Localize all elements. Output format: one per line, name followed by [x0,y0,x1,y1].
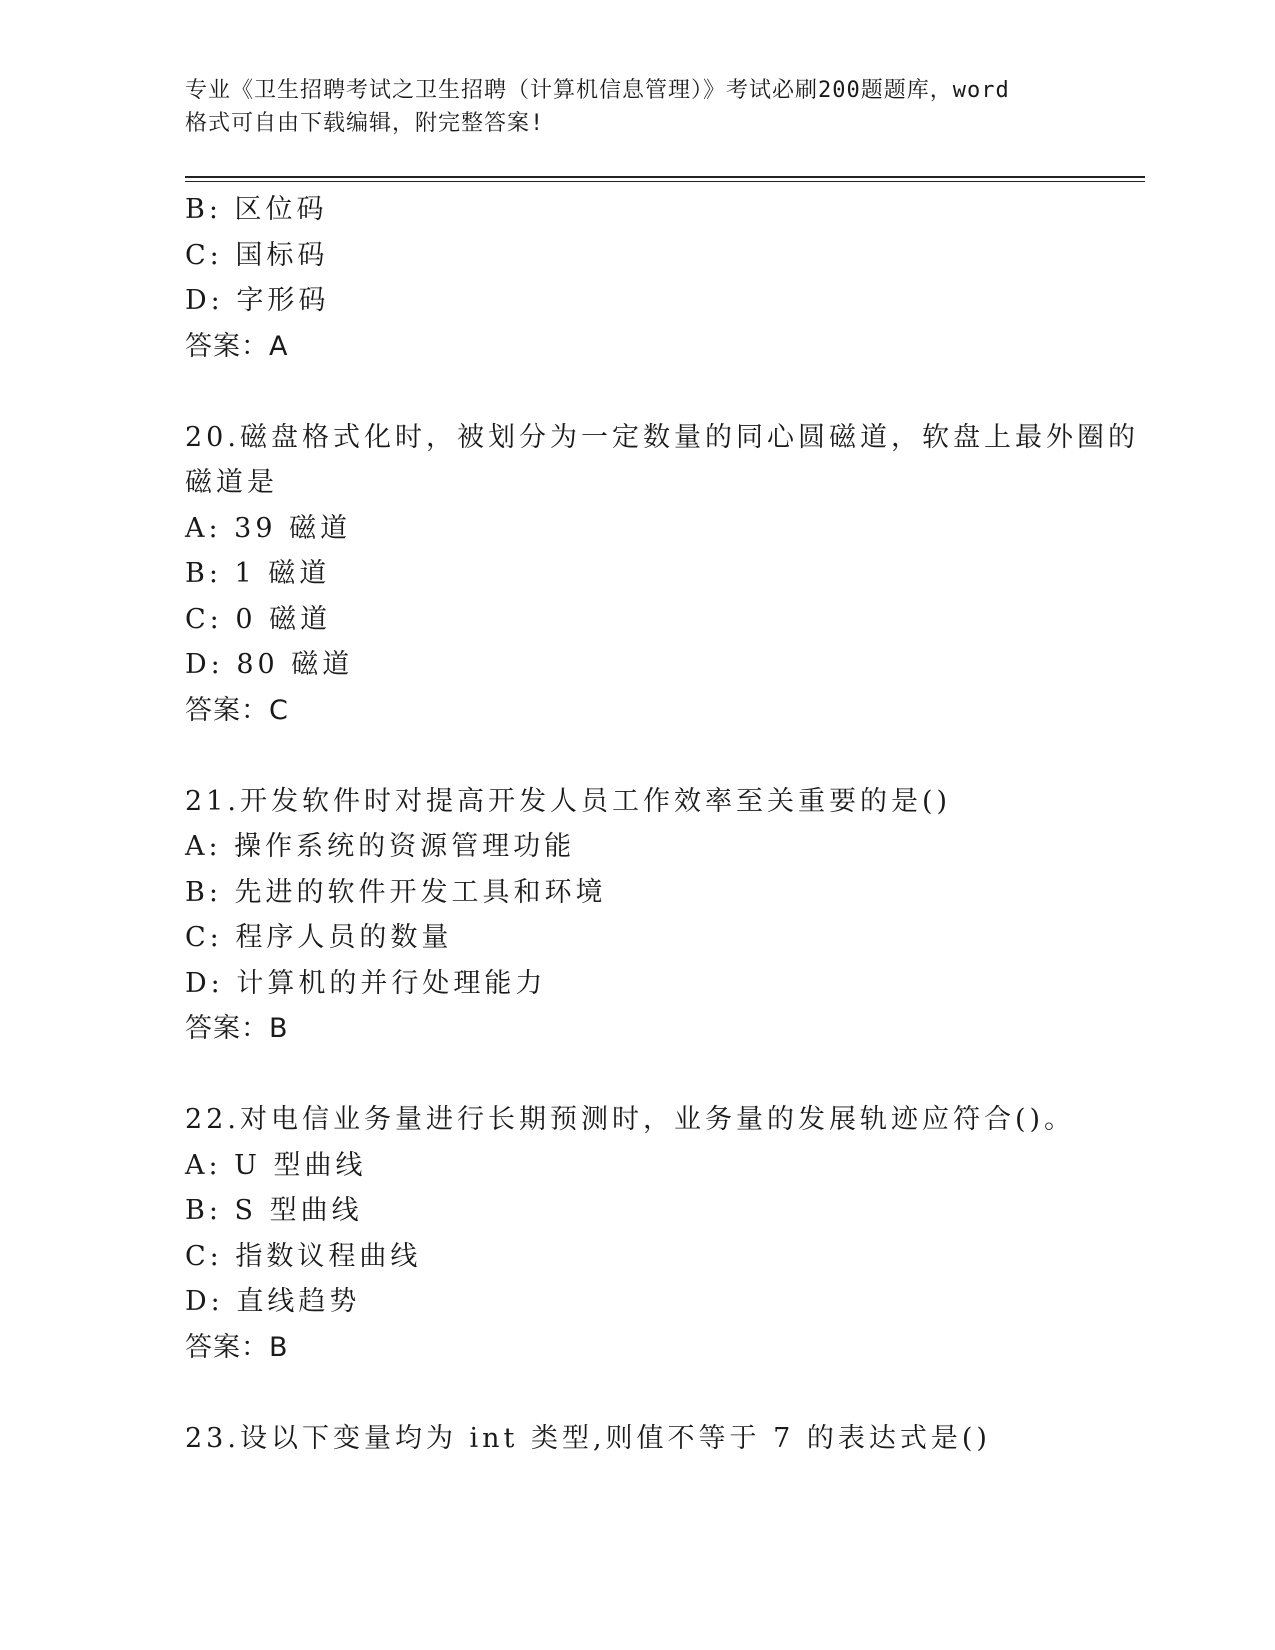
q22-option-c: C: 指数议程曲线 [185,1240,422,1272]
header-line-2: 格式可自由下载编辑，附完整答案! [185,111,545,136]
q21-option-b: B: 先进的软件开发工具和环境 [185,876,607,908]
q20-stem-line-2: 磁道是 [185,467,278,498]
q22-stem: 22.对电信业务量进行长期预测时，业务量的发展轨迹应符合()。 [185,1104,1076,1135]
q20-option-b: B: 1 磁道 [185,558,331,589]
header-divider-thin [185,181,1145,182]
q20-option-c: C: 0 磁道 [185,603,332,635]
q19-option-b: B: 区位码 [185,194,328,225]
question-23 [185,1416,1085,1462]
q19-answer: 答案：A [185,330,289,362]
q22-option-a: A: U 型曲线 [185,1149,367,1181]
question-22 [185,1097,1085,1370]
q21-option-d: D: 计算机的并行处理能力 [185,967,547,999]
q21-stem: 21.开发软件时对提高开发人员工作效率至关重要的是() [185,785,952,817]
q21-answer: 答案：B [185,1013,289,1044]
q20-answer: 答案：C [185,694,289,726]
question-20 [185,415,1139,734]
question-list [185,187,1139,1461]
q21-option-a: A: 操作系统的资源管理功能 [185,831,576,862]
q22-answer: 答案：B [185,1331,289,1363]
q20-option-d: D: 80 磁道 [185,649,354,680]
question-21 [185,779,1085,1052]
header-line-1: 专业《卫生招聘考试之卫生招聘（计算机信息管理）》考试必刷200题题库，word [185,78,1010,103]
q23-stem: 23.设以下变量均为 int 类型,则值不等于 7 的表达式是() [185,1422,991,1454]
spacer [185,1052,1085,1098]
question-19 [185,187,1085,369]
q19-option-c: C: 国标码 [185,239,329,271]
q22-option-b: B: S 型曲线 [185,1195,363,1226]
spacer [185,1370,1085,1416]
q22-option-d: D: 直线趋势 [185,1286,361,1317]
spacer [185,733,1085,779]
q19-option-d: D: 字形码 [185,285,330,316]
q21-option-c: C: 程序人员的数量 [185,922,453,953]
header-divider-thick [185,176,1145,178]
q20-stem-line-1: 20.磁盘格式化时，被划分为一定数量的同心圆磁道，软盘上最外圈的 [185,421,1139,453]
document-header [185,74,1085,140]
spacer [185,369,1085,415]
q20-option-a: A: 39 磁道 [185,512,352,544]
